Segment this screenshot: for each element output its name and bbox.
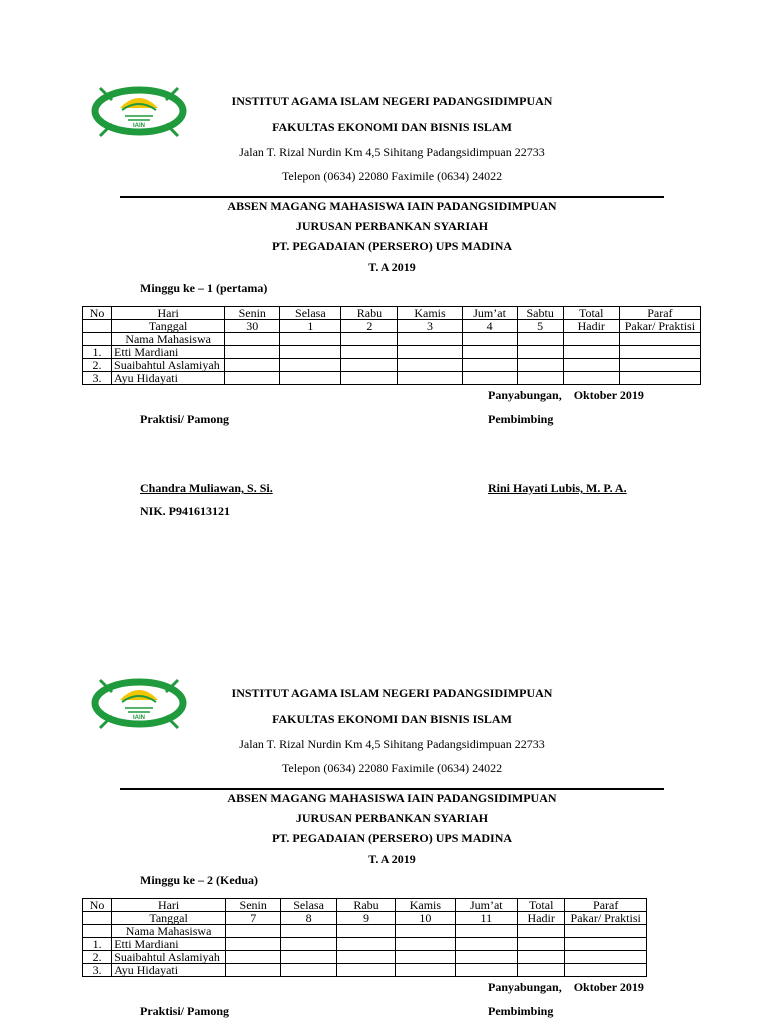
svg-text:IAIN: IAIN — [133, 123, 145, 129]
form-title: ABSEN MAGANG MAHASISWA IAIN PADANGSIDIMPUAN — [227, 199, 557, 213]
attendance-sheet-week-2 — [0, 592, 768, 1024]
place-date: Panyabungan, Oktober 2019 — [488, 980, 644, 994]
student-no: 1. — [83, 346, 112, 359]
student-no: 2. — [83, 359, 112, 372]
header-nama: Nama Mahasiswa — [112, 925, 226, 938]
student-name: Ayu Hidayati — [112, 964, 226, 977]
date-cell: 1 — [280, 320, 341, 333]
date-cell: 11 — [455, 912, 517, 925]
date-cell: 4 — [462, 320, 517, 333]
day-cell: Senin — [225, 307, 280, 320]
table-row — [83, 372, 701, 385]
week-label: Minggu ke – 1 (pertama) — [140, 281, 268, 295]
student-name: Ayu Hidayati — [112, 372, 225, 385]
header-total: Total — [563, 307, 619, 320]
header-hadir: Hadir — [518, 912, 565, 925]
left-signer-role: Praktisi/ Pamong — [140, 412, 229, 426]
faculty-name: FAKULTAS EKONOMI DAN BISNIS ISLAM — [272, 120, 512, 134]
institution-phone: Telepon (0634) 22080 Faximile (0634) 24022 — [281, 761, 503, 775]
svg-text:IAIN: IAIN — [133, 715, 145, 721]
table-row — [83, 346, 701, 359]
header-total: Total — [518, 899, 565, 912]
day-cell: Selasa — [280, 307, 341, 320]
header-pakar: Pakar/ Praktisi — [565, 912, 647, 925]
table-row — [83, 899, 647, 912]
header-divider — [120, 196, 664, 198]
day-cell: Sabtu — [517, 307, 563, 320]
department-name: JURUSAN PERBANKAN SYARIAH — [295, 219, 489, 233]
company-name: PT. PEGADAIAN (PERSERO) UPS MADINA — [271, 831, 513, 845]
table-row — [83, 359, 701, 372]
table-row — [83, 307, 701, 320]
department-name: JURUSAN PERBANKAN SYARIAH — [295, 811, 489, 825]
week-label: Minggu ke – 2 (Kedua) — [140, 873, 259, 887]
student-name: Etti Mardiani — [112, 938, 226, 951]
header-nama: Nama Mahasiswa — [112, 333, 225, 346]
student-no: 2. — [83, 951, 112, 964]
day-cell: Jum’at — [455, 899, 517, 912]
attendance-table — [82, 306, 701, 385]
table-row — [83, 912, 647, 925]
table-row — [83, 925, 647, 938]
institution-name: INSTITUT AGAMA ISLAM NEGERI PADANGSIDIMPUAN — [231, 686, 553, 700]
date-cell: 10 — [396, 912, 455, 925]
place-date: Panyabungan, Oktober 2019 — [488, 388, 644, 402]
day-cell: Rabu — [341, 307, 398, 320]
header-no: No — [83, 899, 112, 912]
institution-name: INSTITUT AGAMA ISLAM NEGERI PADANGSIDIMPUAN — [231, 94, 553, 108]
institution-address: Jalan T. Rizal Nurdin Km 4,5 Sihitang Padangsidimpuan 22733 — [239, 737, 545, 751]
table-row — [83, 951, 647, 964]
day-cell: Kamis — [396, 899, 455, 912]
academic-year: T. A 2019 — [368, 260, 416, 274]
institution-phone: Telepon (0634) 22080 Faximile (0634) 24022 — [281, 169, 503, 183]
student-no: 1. — [83, 938, 112, 951]
faculty-name: FAKULTAS EKONOMI DAN BISNIS ISLAM — [272, 712, 512, 726]
table-row — [83, 333, 701, 346]
left-signer-name: Chandra Muliawan, S. Si. — [140, 481, 273, 495]
student-name: Etti Mardiani — [112, 346, 225, 359]
student-no: 3. — [83, 964, 112, 977]
header-paraf: Paraf — [565, 899, 647, 912]
day-cell: Jum’at — [462, 307, 517, 320]
header-hari: Hari — [112, 899, 226, 912]
attendance-table — [82, 898, 647, 977]
date-cell: 5 — [517, 320, 563, 333]
date-cell: 9 — [336, 912, 395, 925]
date-cell: 30 — [225, 320, 280, 333]
day-cell: Selasa — [281, 899, 336, 912]
header-pakar: Pakar/ Praktisi — [619, 320, 700, 333]
academic-year: T. A 2019 — [368, 852, 416, 866]
left-signer-nik: NIK. P941613121 — [140, 504, 230, 518]
day-cell: Kamis — [398, 307, 462, 320]
student-name: Suaibahtul Aslamiyah — [112, 359, 225, 372]
date-cell: 3 — [398, 320, 462, 333]
day-cell: Rabu — [336, 899, 395, 912]
date-cell: 7 — [226, 912, 281, 925]
table-row — [83, 964, 647, 977]
left-signer-role: Praktisi/ Pamong — [140, 1004, 229, 1018]
form-title: ABSEN MAGANG MAHASISWA IAIN PADANGSIDIMPUAN — [227, 791, 557, 805]
header-tanggal: Tanggal — [112, 320, 225, 333]
header-no: No — [83, 307, 112, 320]
right-signer-name: Rini Hayati Lubis, M. P. A. — [488, 481, 627, 495]
header-hadir: Hadir — [563, 320, 619, 333]
student-name: Suaibahtul Aslamiyah — [112, 951, 226, 964]
header-divider — [120, 788, 664, 790]
table-row — [83, 320, 701, 333]
table-row — [83, 938, 647, 951]
right-signer-role: Pembimbing — [488, 412, 554, 426]
date-cell: 8 — [281, 912, 336, 925]
company-name: PT. PEGADAIAN (PERSERO) UPS MADINA — [271, 239, 513, 253]
student-no: 3. — [83, 372, 112, 385]
day-cell: Senin — [226, 899, 281, 912]
header-paraf: Paraf — [619, 307, 700, 320]
institution-address: Jalan T. Rizal Nurdin Km 4,5 Sihitang Padangsidimpuan 22733 — [239, 145, 545, 159]
header-tanggal: Tanggal — [112, 912, 226, 925]
right-signer-role: Pembimbing — [488, 1004, 554, 1018]
header-hari: Hari — [112, 307, 225, 320]
date-cell: 2 — [341, 320, 398, 333]
